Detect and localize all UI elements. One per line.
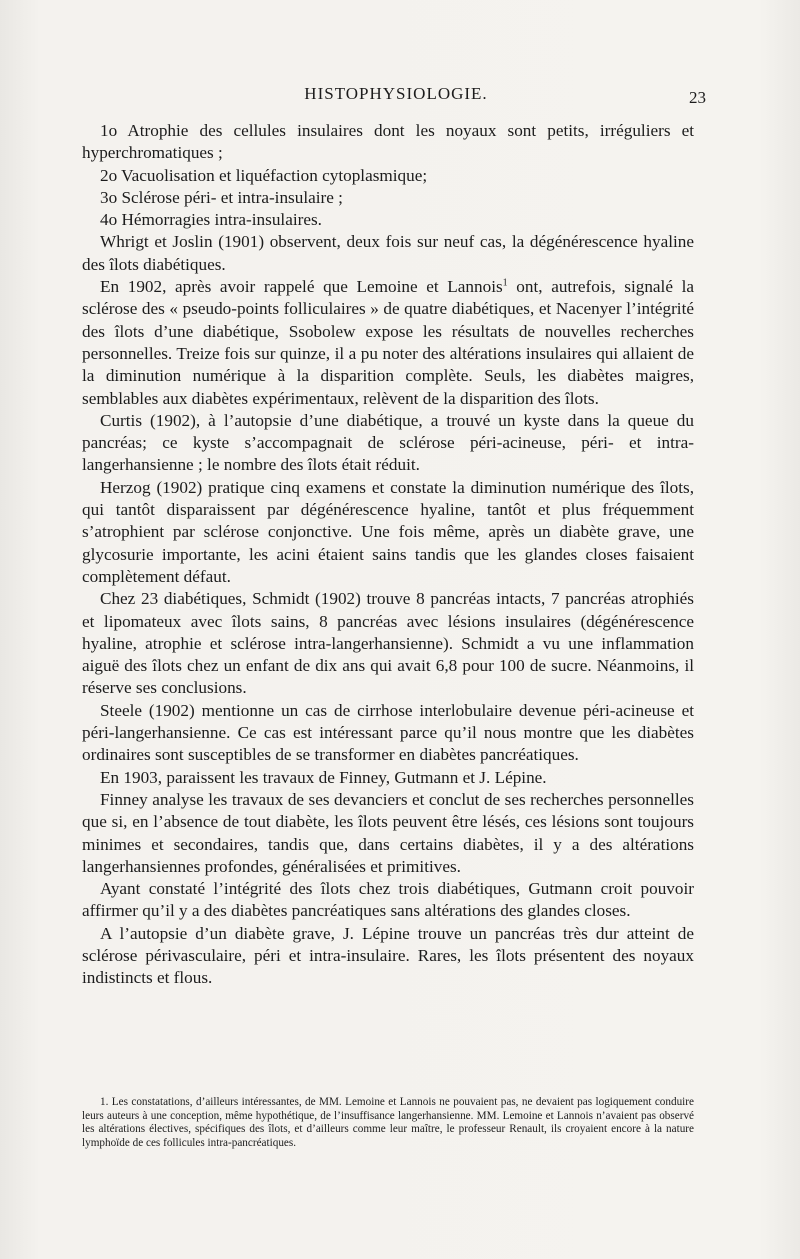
list-item: 2o Vacuolisation et liquéfaction cytoplasmique; (100, 165, 428, 185)
paragraph: Whrigt et Joslin (1901) observent, deux fois sur neuf cas, la dégénérescence hyaline des îlots diabétiques. (82, 232, 694, 274)
paragraph: Herzog (1902) pratique cinq examens et constate la diminution numérique des îlots, qui tantôt disparaissent par dégénérescence hyaline, tantôt et plus fréquemment s’atrophient par sclérose conjonctive. Une fois même, après un diabète grave, une glycosurie importante, les acini étaient sains tandis que les glandes closes faisaient complètement défaut. (82, 477, 694, 586)
paragraph: Curtis (1902), à l’autopsie d’une diabétique, a trouvé un kyste dans la queue du pancréas; ce kyste s’accompagnait de sclérose péri-acineuse, péri- et intra-langerhansienne ; le nombre des îlots était réduit. (82, 410, 694, 475)
paragraph: Finney analyse les travaux de ses devanciers et conclut de ses recherches personnelles que si, en l’absence de tout diabète, les îlots peuvent être lésés, ces lésions sont toujours minimes et secondaires, tandis que, dans certains diabètes, il y a des altérations langerhansiennes profondes, généralisées et primitives. (82, 789, 694, 876)
running-head: HISTOPHYSIOLOGIE. (304, 84, 488, 103)
page-header (82, 84, 710, 108)
page-number: 23 (689, 88, 706, 107)
footnote: 1. Les constatations, d’ailleurs intéressantes, de MM. Lemoine et Lannois ne pouvaient pas, ne devaient pas logiquement conduire leurs auteurs à une conception, même hypothétique, de l’insuffisance langerhansienne. MM. Lemoine et Lannois n’avaient pas observé les altérations électives, spécifiques des îlots, et d’ailleurs comme leur maître, le professeur Renault, ils croyaient encore à la nature lymphoïde de ces follicules intra-pancréatiques. (82, 1096, 694, 1149)
list-item: 1o Atrophie des cellules insulaires dont les noyaux sont petits, irréguliers et hyperchromatiques ; (82, 121, 694, 163)
list-item: 3o Sclérose péri- et intra-insulaire ; (100, 187, 343, 207)
paragraph: En 1902, après avoir rappelé que Lemoine et Lannois$^1$ ont, autrefois, signalé la sclérose des « pseudo-points folliculaires » de quatre diabétiques, et Nacenyer l’intégrité des îlots d’une diabétique, Ssobolew expose les résultats de nouvelles recherches personnelles. Treize fois sur quinze, il a pu noter des altérations insulaires qui allaient de la diminution numérique à la disparition complète. Seuls, les diabètes maigres, semblables aux diabètes expérimentaux, relèvent de la disparition des îlots. (82, 277, 694, 408)
paragraph: Ayant constaté l’intégrité des îlots chez trois diabétiques, Gutmann croit pouvoir affirmer qu’il y a des diabètes pancréatiques sans altérations des glandes closes. (82, 879, 694, 921)
paragraph: Chez 23 diabétiques, Schmidt (1902) trouve 8 pancréas intacts, 7 pancréas atrophiés et lipomateux avec îlots sains, 8 pancréas avec lésions insulaires (dégénérescence hyaline, atrophie et sclérose intra-langerhansienne). Schmidt a vu une inflammation aiguë des îlots chez un enfant de dix ans qui avait 6,8 pour 100 de sucre. Néanmoins, il réserve ses conclusions. (82, 589, 694, 698)
footnote-reference: 1 (502, 277, 508, 289)
paragraph: A l’autopsie d’un diabète grave, J. Lépine trouve un pancréas très dur atteint de sclérose périvasculaire, péri et intra-insulaire. Rares, les îlots présentent des noyaux indistincts et flous. (82, 923, 694, 988)
paragraph: Steele (1902) mentionne un cas de cirrhose interlobulaire devenue péri-acineuse et péri-langerhansienne. Ce cas est intéressant parce qu’il nous montre que les diabètes ordinaires sont susceptibles de se transformer en diabètes pancréatiques. (82, 700, 694, 765)
body-text (82, 120, 694, 990)
paragraph: En 1903, paraissent les travaux de Finney, Gutmann et J. Lépine. (100, 767, 547, 787)
footnotes (82, 1096, 694, 1150)
list-item: 4o Hémorragies intra-insulaires. (100, 210, 322, 230)
